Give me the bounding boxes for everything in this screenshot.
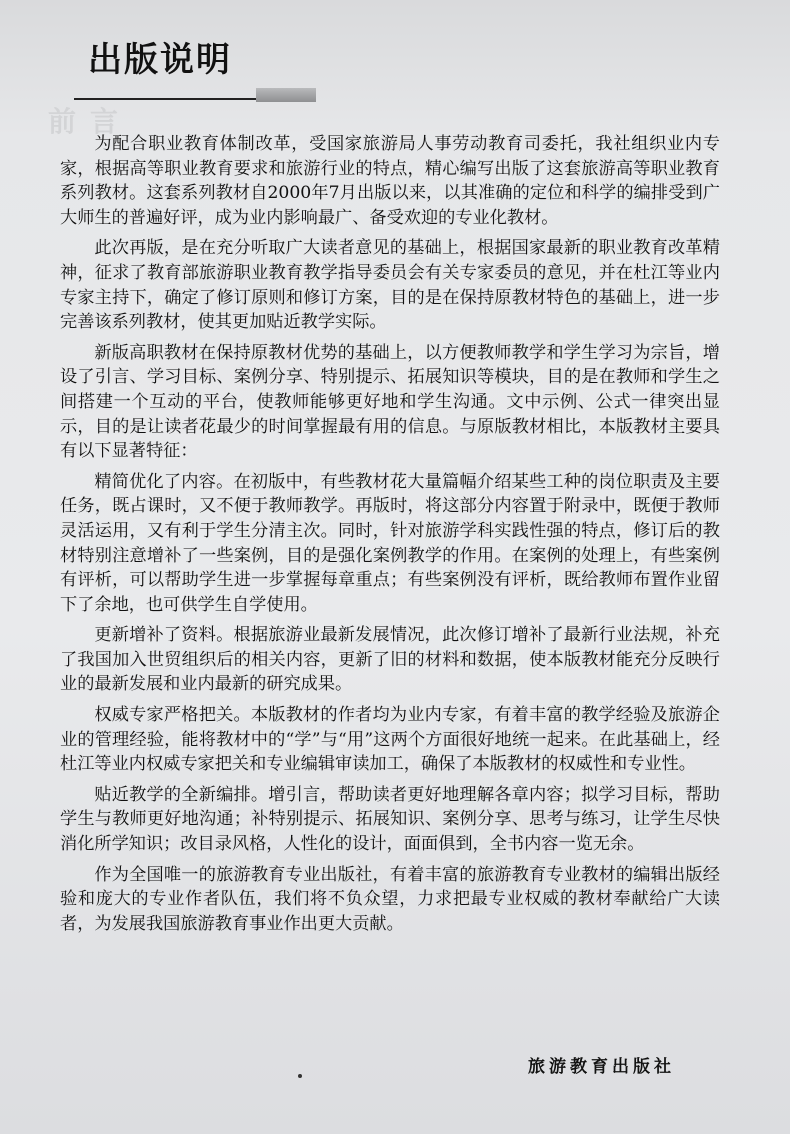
show-through-heading: 前言 — [48, 105, 133, 138]
paragraph: 精简优化了内容。在初版中，有些教材花大量篇幅介绍某些工种的岗位职责及主要任务，既占课时，又不便于教师教学。再版时，将这部分内容置于附录中，既便于教师灵活运用，又有利于学生分清主次。同时，针对旅游学科实践性强的特点，修订后的教材特别注意增补了一些案例，目的是强化案例教学的作用。在案例的处理上，有些案例有评析，可以帮助学生进一步掌握每章重点；有些案例没有评析，既给教师布置作业留下了余地，也可供学生自学使用。 — [60, 471, 720, 615]
paragraph: 为配合职业教育体制改革，受国家旅游局人事劳动教育司委托，我社组织业内专家，根据高等职业教育要求和旅游行业的特点，精心编写出版了这套旅游高等职业教育系列教材。这套系列教材自2000年7月出版以来，以其准确的定位和科学的编排受到广大师生的普遍好评，成为业内影响最广、备受欢迎的专业化教材。 — [60, 134, 720, 228]
title-block — [88, 30, 308, 108]
paragraph: 新版高职教材在保持原教材优势的基础上，以方便教师教学和学生学习为宗旨，增设了引言、学习目标、案例分享、特别提示、拓展知识等模块，目的是在教师和学生之间搭建一个互动的平台，使教师能够更好地和学生沟通。文中示例、公式一律突出显示，目的是让读者花最少的时间掌握最有用的信息。与原版教材相比，本版教材主要具有以下显著特征： — [60, 342, 720, 462]
publisher-signature: 旅游教育出版社 — [528, 1057, 675, 1077]
paragraph: 贴近教学的全新编排。增引言，帮助读者更好地理解各章内容；拟学习目标，帮助学生与教师更好地沟通；补特别提示、拓展知识、案例分享、思考与练习，让学生尽快消化所学知识；改目录风格，人性化的设计，面面俱到，全书内容一览无余。 — [60, 784, 720, 855]
title-decoration-tab — [256, 88, 316, 102]
paragraph: 作为全国唯一的旅游教育专业出版社，有着丰富的旅游教育专业教材的编辑出版经验和庞大的专业作者队伍，我们将不负众望，力求把最专业权威的教材奉献给广大读者，为发展我国旅游教育事业作出更大贡献。 — [60, 864, 720, 934]
paragraph: 此次再版，是在充分听取广大读者意见的基础上，根据国家最新的职业教育改革精神，征求了教育部旅游职业教育教学指导委员会有关专家委员的意见，并在杜江等业内专家主持下，确定了修订原则和修订方案，目的是在保持原教材特色的基础上，进一步完善该系列教材，使其更加贴近教学实际。 — [60, 238, 720, 333]
body-text — [60, 132, 720, 942]
page-title: 出版说明 — [88, 40, 232, 80]
page-mark — [298, 1074, 302, 1078]
paragraph: 更新增补了资料。根据旅游业最新发展情况，此次修订增补了最新行业法规，补充了我国加入世贸组织后的相关内容，更新了旧的材料和数据，使本版教材能充分反映行业的最新发展和业内最新的研究成果。 — [60, 625, 720, 695]
paragraph: 权威专家严格把关。本版教材的作者均为业内专家，有着丰富的教学经验及旅游企业的管理经验，能将教材中的“学”与“用”这两个方面很好地统一起来。在此基础上，经杜江等业内权威专家把关和专业编辑审读加工，确保了本版教材的权威性和专业性。 — [60, 705, 720, 775]
